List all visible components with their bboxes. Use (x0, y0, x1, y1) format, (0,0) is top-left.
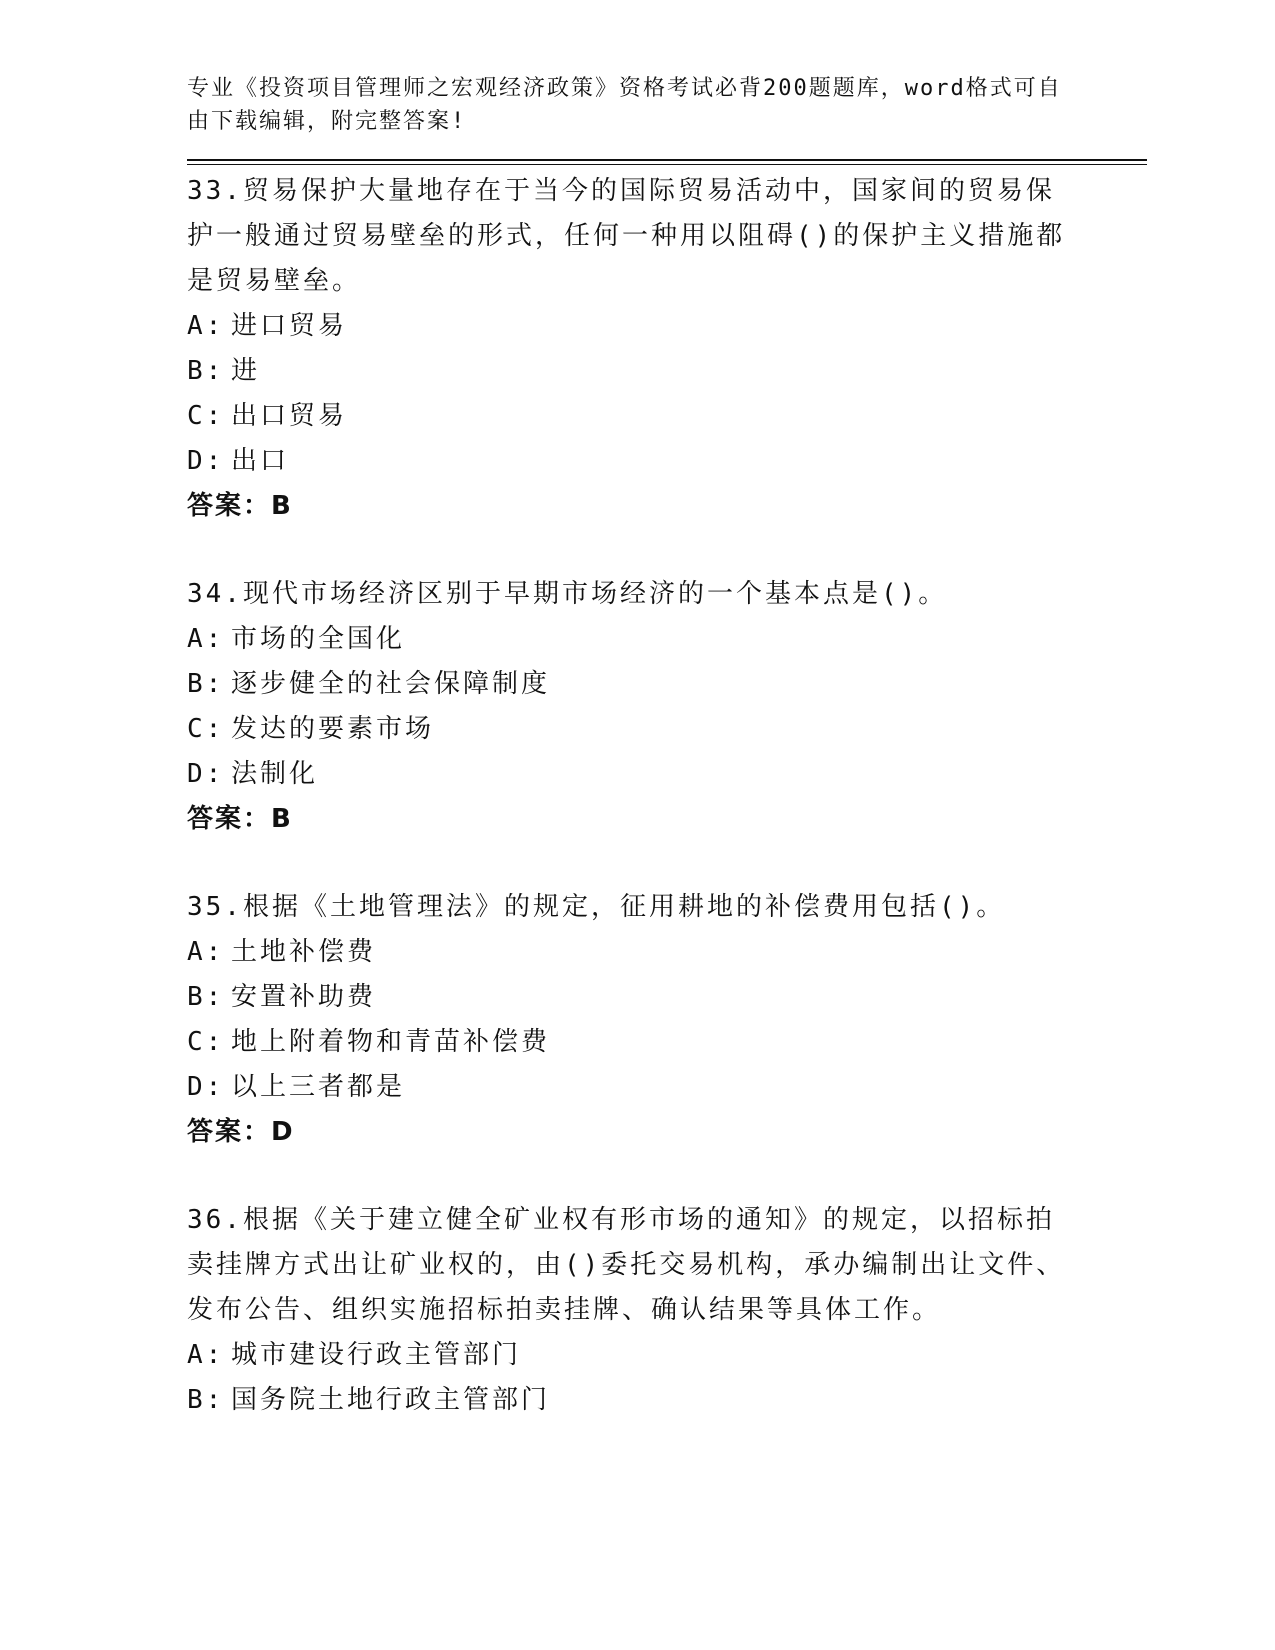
option-letter: B: (187, 982, 225, 1012)
answer-line: 答案：B (187, 491, 293, 521)
option-d (187, 439, 1147, 484)
option-letter: B: (187, 356, 225, 386)
option-b (187, 1378, 1147, 1423)
option-b (187, 662, 1147, 707)
option-text: 土地补偿费 (231, 937, 377, 967)
option-text: 法制化 (231, 759, 319, 789)
option-text: 市场的全国化 (231, 624, 406, 654)
option-letter: D: (187, 446, 225, 476)
option-letter: B: (187, 1385, 225, 1415)
option-letter: A: (187, 311, 225, 341)
header-divider (187, 159, 1147, 165)
option-letter: C: (187, 714, 225, 744)
question-35 (187, 885, 1147, 1155)
option-a (187, 617, 1147, 662)
option-b (187, 349, 1147, 394)
document-page (187, 72, 1147, 1466)
option-letter: C: (187, 1027, 225, 1057)
question-stem: 33.贸易保护大量地存在于当今的国际贸易活动中，国家间的贸易保护一般通过贸易壁垒的形式，任何一种用以阻碍()的保护主义措施都是贸易壁垒。 (187, 176, 1066, 296)
option-d (187, 1065, 1147, 1110)
option-text: 发达的要素市场 (231, 714, 435, 744)
option-b (187, 975, 1147, 1020)
question-34 (187, 572, 1147, 842)
option-letter: A: (187, 937, 225, 967)
option-c (187, 1020, 1147, 1065)
option-letter: C: (187, 401, 225, 431)
option-text: 进 (231, 356, 261, 386)
option-a (187, 1333, 1147, 1378)
option-letter: A: (187, 624, 225, 654)
question-stem: 35.根据《土地管理法》的规定，征用耕地的补偿费用包括()。 (187, 892, 1006, 922)
option-text: 进口贸易 (231, 311, 348, 341)
question-33 (187, 169, 1147, 529)
question-36 (187, 1198, 1147, 1423)
option-text: 国务院土地行政主管部门 (231, 1385, 551, 1415)
answer-line: 答案：B (187, 804, 293, 834)
option-text: 安置补助费 (231, 982, 377, 1012)
option-letter: A: (187, 1340, 225, 1370)
question-list (187, 169, 1147, 1423)
option-letter: B: (187, 669, 225, 699)
option-c (187, 394, 1147, 439)
question-stem: 34.现代市场经济区别于早期市场经济的一个基本点是()。 (187, 579, 948, 609)
option-d (187, 752, 1147, 797)
question-stem: 36.根据《关于建立健全矿业权有形市场的通知》的规定，以招标拍卖挂牌方式出让矿业权的，由()委托交易机构，承办编制出让文件、发布公告、组织实施招标拍卖挂牌、确认结果等具体工作。 (187, 1205, 1066, 1325)
option-c (187, 707, 1147, 752)
document-title: 专业《投资项目管理师之宏观经济政策》资格考试必背200题题库，word格式可自由下载编辑，附完整答案! (187, 76, 1062, 134)
option-a (187, 930, 1147, 975)
option-letter: D: (187, 1072, 225, 1102)
option-text: 逐步健全的社会保障制度 (231, 669, 551, 699)
option-letter: D: (187, 759, 225, 789)
option-text: 地上附着物和青苗补偿费 (231, 1027, 551, 1057)
option-text: 出口 (231, 446, 290, 476)
option-text: 城市建设行政主管部门 (231, 1340, 522, 1370)
option-text: 以上三者都是 (231, 1072, 406, 1102)
option-text: 出口贸易 (231, 401, 348, 431)
option-a (187, 304, 1147, 349)
answer-line: 答案：D (187, 1117, 295, 1147)
